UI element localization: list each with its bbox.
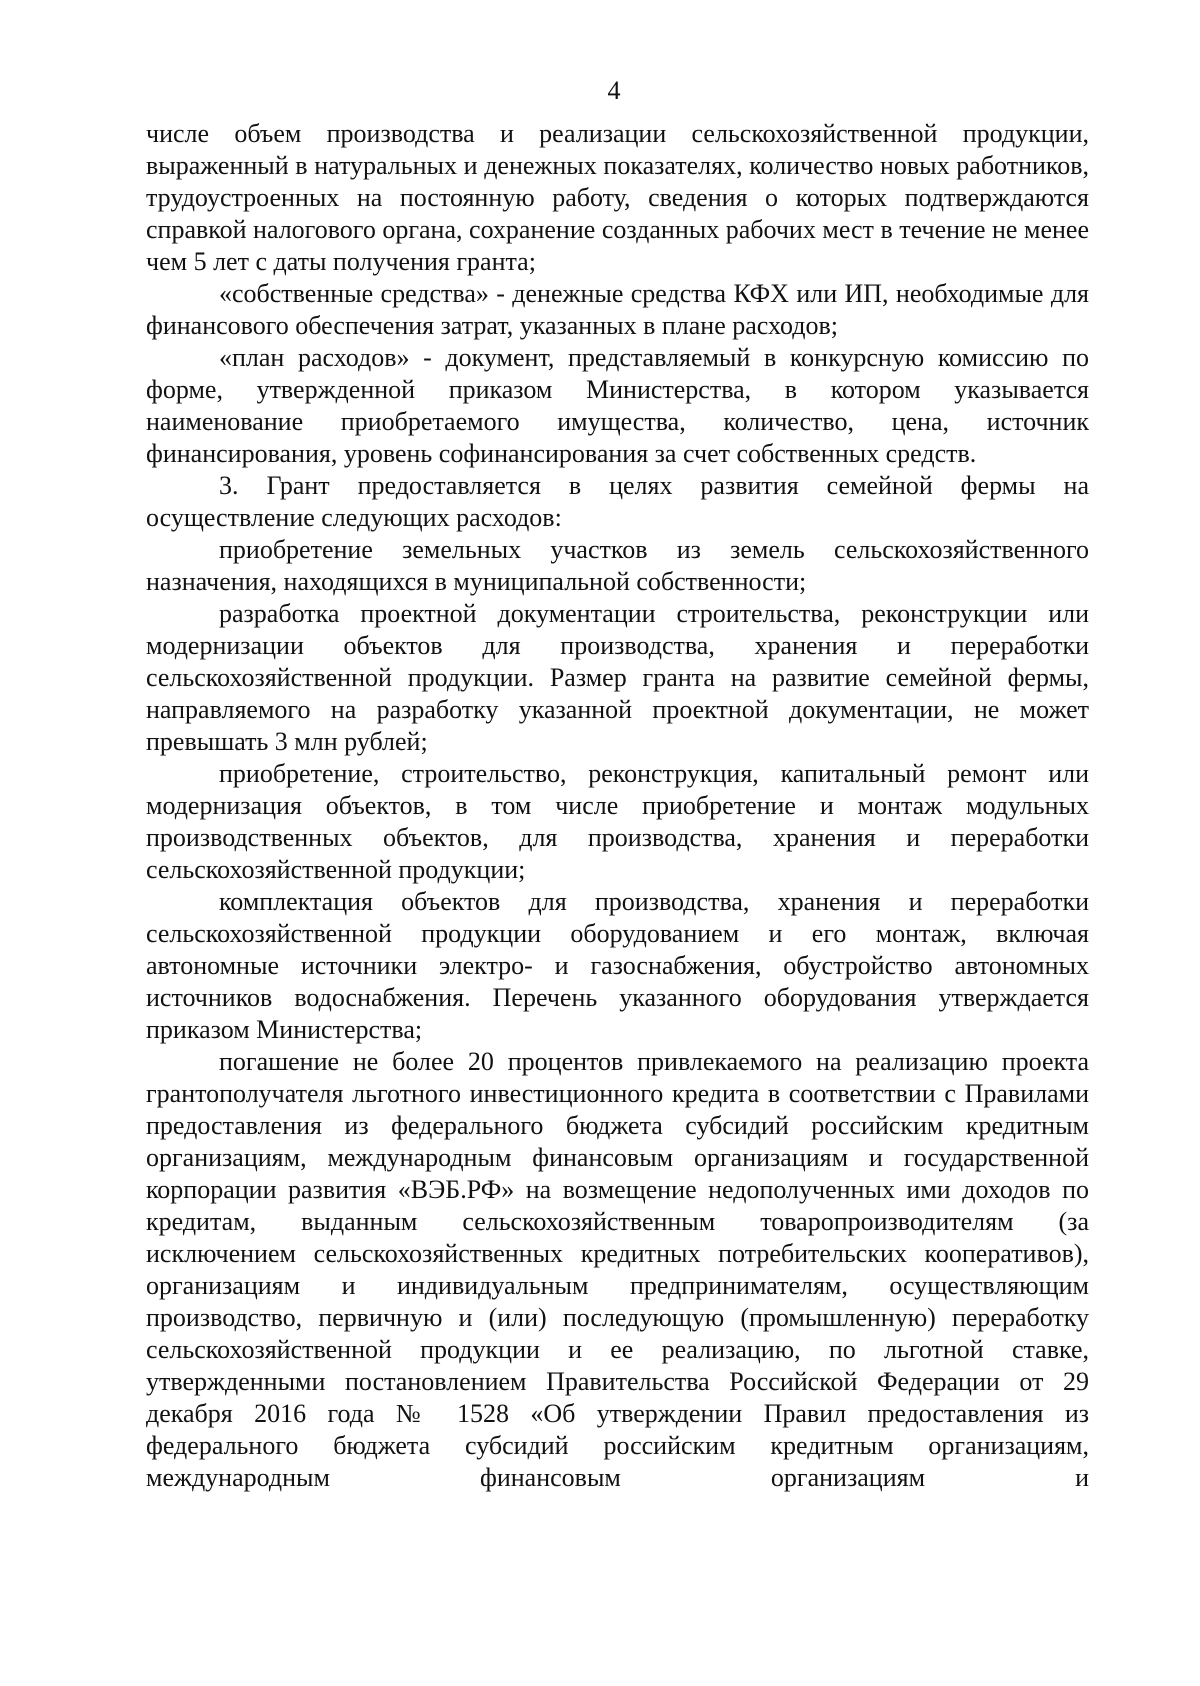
paragraph: «план расходов» - документ, представляемый в конкурсную комиссию по форме, утвержденной приказом Министерства, в котором указывается наименование приобретаемого имущества, количество, цена, источник финансирования, уровень софинансирования за счет собственных средств. xyxy=(146,343,1089,468)
paragraph: комплектация объектов для производства, хранения и переработки сельскохозяйственной продукции оборудованием и его монтаж, включая автономные источники электро- и газоснабжения, обустройство автономных источников водоснабжения. Перечень указанного оборудования утверждается приказом Министерства; xyxy=(146,887,1089,1044)
paragraph: разработка проектной документации строительства, реконструкции или модернизации объектов для производства, хранения и переработки сельскохозяйственной продукции. Размер гранта на развитие семейной фермы, направляемого на разработку указанной проектной документации, не может превышать 3 млн рублей; xyxy=(146,599,1089,756)
paragraph: «собственные средства» - денежные средства КФХ или ИП, необходимые для финансового обеспечения затрат, указанных в плане расходов; xyxy=(146,279,1089,340)
page-number: 4 xyxy=(607,76,621,105)
paragraph: 3. Грант предоставляется в целях развития семейной фермы на осуществление следующих расходов: xyxy=(146,471,1089,532)
document-body xyxy=(146,118,1089,1494)
paragraph: приобретение, строительство, реконструкция, капитальный ремонт или модернизация объектов, в том числе приобретение и монтаж модульных производственных объектов, для производства, хранения и переработки сельскохозяйственной продукции; xyxy=(146,759,1089,884)
paragraph: приобретение земельных участков из земель сельскохозяйственного назначения, находящихся в муниципальной собственности; xyxy=(146,535,1089,596)
paragraph: числе объем производства и реализации сельскохозяйственной продукции, выраженный в натуральных и денежных показателях, количество новых работников, трудоустроенных на постоянную работу, сведения о которых подтверждаются справкой налогового органа, сохранение созданных рабочих мест в течение не менее чем 5 лет с даты получения гранта; xyxy=(146,119,1089,276)
paragraph: погашение не более 20 процентов привлекаемого на реализацию проекта грантополучателя льготного инвестиционного кредита в соответствии с Правилами предоставления из федерального бюджета субсидий российским кредитным организациям, международным финансовым организациям и государственной корпорации развития «ВЭБ.РФ» на возмещение недополученных ими доходов по кредитам, выданным сельскохозяйственным товаропроизводителям (за исключением сельскохозяйственных кредитных потребительских кооперативов), организациям и индивидуальным предпринимателям, осуществляющим производство, первичную и (или) последующую (промышленную) переработку сельскохозяйственной продукции и ее реализацию, по льготной ставке, утвержденными постановлением Правительства Российской Федерации от 29 декабря 2016 года № 1528 «Об утверждении Правил предоставления из федерального бюджета субсидий российским кредитным организациям, международным финансовым организациям и xyxy=(146,1047,1089,1492)
